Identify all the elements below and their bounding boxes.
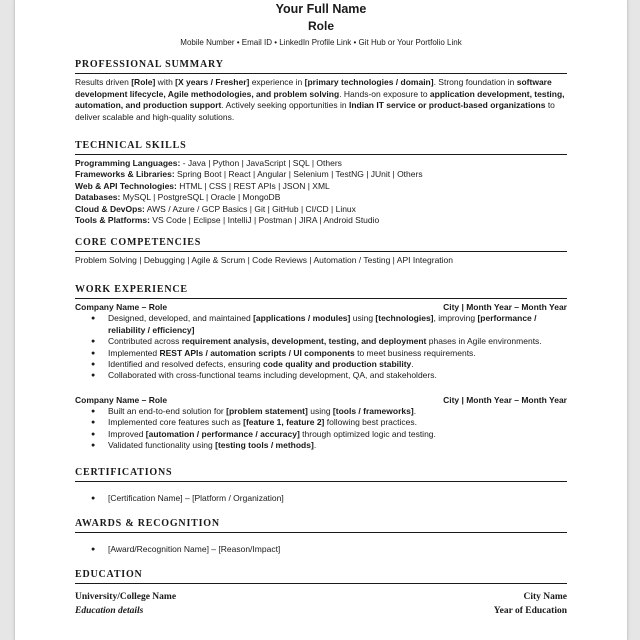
summary-section [75, 59, 567, 123]
competencies-section [75, 237, 567, 266]
list-item: ● [Certification Name] – [Platform / Organization] [108, 493, 567, 504]
school-city: City Name [523, 592, 567, 603]
resume-page [14, 0, 628, 640]
skill-row: Programming Languages: - Java | Python | JavaScript | SQL | Others [75, 158, 342, 168]
education-section [75, 569, 567, 618]
awards-list [75, 544, 567, 555]
candidate-role: Role [307, 19, 334, 33]
list-item: ● Built an end-to-end solution for [problem statement] using [tools / frameworks]. [108, 406, 567, 417]
certifications-list [75, 493, 567, 504]
job-location-dates: City | Month Year – Month Year [443, 394, 567, 405]
experience-divider [75, 298, 567, 299]
summary-heading: PROFESSIONAL SUMMARY [75, 59, 224, 70]
certifications-section [75, 467, 567, 504]
awards-divider [75, 532, 567, 533]
education-row [75, 604, 567, 618]
job-location-dates: City | Month Year – Month Year [443, 302, 567, 313]
job-header [75, 395, 567, 406]
awards-heading: AWARDS & RECOGNITION [75, 517, 220, 529]
skill-row: Cloud & DevOps: AWS / Azure / GCP Basics | Git | GitHub | CI/CD | Linux [75, 203, 356, 214]
job-header [75, 302, 567, 313]
resume-content [75, 0, 567, 618]
certifications-heading: CERTIFICATIONS [75, 466, 173, 478]
list-item: ● Designed, developed, and maintained [applications / modules] using [technologies], improving [performance / reliability / efficiency] [108, 313, 567, 336]
competencies-text: Problem Solving | Debugging | Agile & Scrum | Code Reviews | Automation / Testing | API Integration [75, 255, 454, 266]
education-year: Year of Education [493, 606, 567, 617]
job-bullets [75, 313, 567, 381]
competencies-divider [75, 251, 567, 252]
job-company-role: Company Name – Role [75, 394, 168, 405]
list-item: ● Implemented REST APIs / automation scripts / UI components to meet business requirements. [108, 348, 567, 359]
list-item: ● Implemented core features such as [feature 1, feature 2] following best practices. [108, 417, 567, 428]
list-item: ● Contributed across requirement analysis, development, testing, and deployment phases in Agile environments. [108, 336, 567, 347]
education-row [75, 590, 567, 604]
skills-heading: TECHNICAL SKILLS [75, 140, 187, 151]
contact-line: Mobile Number • Email ID • LinkedIn Profile Link • Git Hub or Your Portfolio Link [180, 38, 462, 47]
school-name: University/College Name [75, 592, 177, 603]
list-item: ● Validated functionality using [testing tools / methods]. [108, 440, 567, 451]
skills-divider [75, 154, 567, 155]
certifications-divider [75, 481, 567, 482]
awards-section [75, 518, 567, 555]
list-item: ● Identified and resolved defects, ensuring code quality and production stability. [108, 359, 567, 370]
experience-heading: WORK EXPERIENCE [75, 284, 188, 296]
job-company-role: Company Name – Role [75, 302, 168, 313]
list-item: ● Collaborated with cross-functional teams including development, QA, and stakeholders. [108, 370, 567, 381]
summary-divider [75, 73, 567, 74]
list-item: ● Improved [automation / performance / accuracy] through optimized logic and testing. [108, 429, 567, 440]
list-item: ● [Award/Recognition Name] – [Reason/Impact] [108, 544, 567, 555]
competencies-heading: CORE COMPETENCIES [75, 237, 202, 249]
skill-row: Frameworks & Libraries: Spring Boot | React | Angular | Selenium | TestNG | JUnit | Others [75, 169, 423, 180]
skills-section [75, 140, 567, 226]
education-details: Education details [75, 606, 144, 617]
summary-text: Results driven [Role] with [X years / Fresher] experience in [primary technologies / domain]. Strong foundation in software development lifecycle, Agile methodologies, and problem solving. Hands-on exposure to application development, testing, automation, and production support. Actively seeking opportunities in Indian IT service or product-based organizations to deliver scalable and high-quality solutions. [75, 77, 565, 122]
skill-row: Tools & Platforms: VS Code | Eclipse | IntelliJ | Postman | JIRA | Android Studio [75, 215, 380, 226]
skill-row: Web & API Technologies: HTML | CSS | REST APIs | JSON | XML [75, 180, 330, 191]
education-divider [75, 583, 567, 584]
job-bullets [75, 406, 567, 452]
education-heading: EDUCATION [75, 569, 143, 581]
experience-section [75, 284, 567, 451]
skill-row: Databases: MySQL | PostgreSQL | Oracle | MongoDB [75, 192, 281, 203]
candidate-name: Your Full Name [275, 2, 367, 16]
